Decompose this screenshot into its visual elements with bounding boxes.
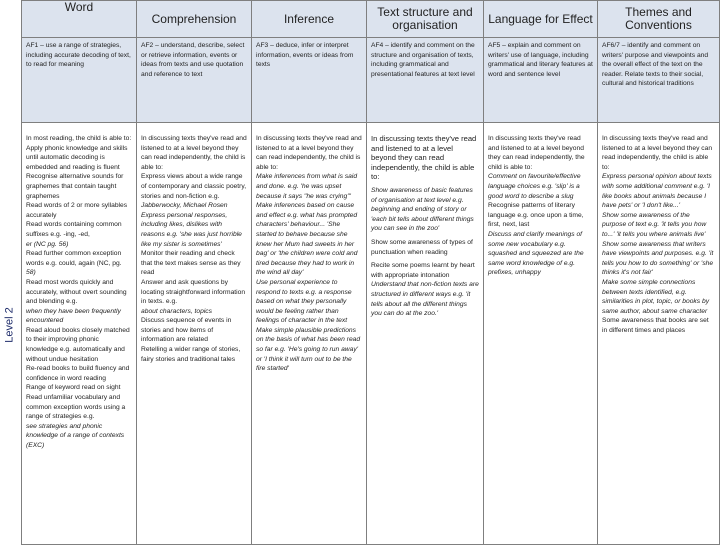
header-language-for-effect: Language for Effect xyxy=(484,1,598,38)
criterion-line: Make some simple connections between texts identified, e.g. similarities in plot, topic, or books by same author, about same character xyxy=(602,278,710,315)
criterion-line: Range of keyword read on sight xyxy=(26,384,121,392)
objective-text: AF5 – explain and comment on writers' use of language, including grammatical and literary features at word and sentence level xyxy=(488,42,593,78)
level2-cell xyxy=(137,123,252,545)
objective-text: AF6/7 – identify and comment on writers' purpose and viewpoints and the overall effect of the text on the reader. Relate texts to their social, cultural and historical traditions xyxy=(602,42,709,88)
criterion-line: In discussing texts they've read and listened to at a level beyond they can read independently, the child is able to: xyxy=(141,135,247,171)
criterion-line: Read further common exception words e.g. could, again (NC, pg. xyxy=(26,250,122,267)
criterion-line: er (NC pg. 56) xyxy=(26,240,69,248)
criterion-line: Show some awareness that writers have viewpoints and purposes. e.g. 'it tells you how to do something' or 'she thinks it's not fair' xyxy=(602,240,714,277)
criterion-line: Some awareness that books are set in different times and places xyxy=(602,317,709,334)
criterion-line: Discuss sequence of events in stories and how items of information are related xyxy=(141,317,232,344)
criterion-line: In discussing texts they've read and listened to at a level beyond they can read independently, the child is able to: xyxy=(256,135,362,171)
criterion-line: about characters, topics xyxy=(141,307,212,315)
objective-text: AF2 – understand, describe, select or retrieve information, events or ideas from texts and use quotation and reference to text xyxy=(141,42,245,78)
criterion-line: Read aloud books closely matched to their improving phonic knowledge e.g. automatically and without undue hesitation xyxy=(26,326,130,363)
criterion-line: Make inferences from what is said and done. e.g. 'he was upset because it says "he was crying"' xyxy=(256,173,358,200)
assessment-grid xyxy=(21,0,720,545)
objectives-row xyxy=(22,38,720,123)
level-2-row xyxy=(22,123,720,545)
level-2-label xyxy=(0,110,20,540)
criterion-line: Answer and ask questions by locating straightforward information in texts. e.g. xyxy=(141,278,246,306)
criterion-line: Read words of 2 or more syllables accurately xyxy=(26,202,128,219)
objective-cell xyxy=(252,38,367,123)
criterion-line: Use personal experience to respond to texts e.g. a response based on what they personally would be feeling rather than feelings of character in the text xyxy=(256,278,352,325)
criterion-line: In discussing texts they've read and listened to at a level beyond they can read independently, the child is able to: xyxy=(602,135,713,171)
criterion-line: Show some awareness of the purpose of text e.g. 'it tells you how to...' 'it tells you where animals live' xyxy=(602,211,707,238)
level2-cell xyxy=(484,123,598,545)
objective-cell xyxy=(137,38,252,123)
criterion-line: Recite some poems learnt by heart with appropriate intonation xyxy=(371,262,475,279)
criterion-line: Recognise patterns of literary language e.g. once upon a time, first, next, last xyxy=(488,202,584,229)
criterion-line: Make simple plausible predictions on the basis of what has been read so far e.g. 'He's going to run away' or 'I think it will turn out to be the fire started' xyxy=(256,326,361,373)
criterion-line: Apply phonic knowledge and skills until automatic decoding is embedded and reading is fluent xyxy=(26,144,128,171)
objective-cell xyxy=(367,38,484,123)
criterion-line: Re-read books to build fluency and confidence in word reading xyxy=(26,365,130,382)
criterion-line: Express personal responses, including likes, dislikes with reasons e.g. 'she was just horrible like my sister is sometimes' xyxy=(141,211,242,248)
objective-cell xyxy=(22,38,137,123)
criterion-line: 58) xyxy=(26,269,36,277)
criterion-line: Read words containing common suffixes e.g. -ing, -ed, xyxy=(26,221,122,238)
criterion-line: In discussing texts they've read and listened to at a level beyond they can read independently, the child is able to: xyxy=(488,135,585,171)
criterion-line: Read unfamiliar vocabulary and common exception words using a range of strategies e.g. xyxy=(26,394,126,421)
criterion-line: see strategies and phonic knowledge of a range of contexts (EXC) xyxy=(26,422,125,449)
criterion-line: Monitor their reading and check that the text makes sense as they read xyxy=(141,250,241,277)
objective-cell xyxy=(484,38,598,123)
criterion-line: Retelling a wider range of stories, fairy stories and traditional tales xyxy=(141,346,241,363)
criterion-line: Read most words quickly and accurately, without overt sounding and blending e.g. xyxy=(26,278,127,306)
level2-cell xyxy=(598,123,720,545)
header-word: Word xyxy=(22,1,137,38)
criterion-line: In most reading, the child is able to: xyxy=(26,135,132,142)
criterion-line: Comment on favourite/effective language choices e.g. 'slip' is a good word to describe a slug xyxy=(488,173,581,200)
header-themes-conventions: Themes and Conventions xyxy=(598,1,720,38)
criterion-line: Express views about a wide range of contemporary and classic poetry, stories and non-fiction e.g. xyxy=(141,173,247,200)
header-text-structure: Text structure and organisation xyxy=(367,1,484,38)
criterion-line: Recognise alternative sounds for graphemes that contain taught graphemes xyxy=(26,173,124,200)
criterion-line: Express personal opinion about texts with some additional comment e.g. 'I like books about animals because I have pets' or 'I don't like...' xyxy=(602,173,712,210)
objective-text: AF4 – identify and comment on the structure and organisation of texts, including grammatical and presentational features at text level xyxy=(371,42,475,78)
criterion-line: when they have been frequently encountered xyxy=(26,307,121,325)
criterion-line: Understand that non-fiction texts are structured in different ways e.g. 'it tells about all the different things you can do at the zoo.' xyxy=(371,281,479,318)
header-inference: Inference xyxy=(252,1,367,38)
level2-cell xyxy=(367,123,484,545)
objective-cell xyxy=(598,38,720,123)
objective-text: AF1 – use a range of strategies, including accurate decoding of text, to read for meaning xyxy=(26,42,131,69)
criterion-line: Jabberwocky, Michael Rosen xyxy=(141,202,228,210)
header-row xyxy=(22,1,720,38)
objective-text: AF3 – deduce, infer or interpret information, events or ideas from texts xyxy=(256,42,354,69)
criterion-line: Show some awareness of types of punctuation when reading xyxy=(371,238,473,256)
level-label-text: Level 2 xyxy=(4,307,17,343)
level2-cell xyxy=(252,123,367,545)
criterion-line: Show awareness of basic features of organisation at text level e.g. beginning and ending of story or 'each bit tells about different things you can see in the zoo' xyxy=(371,186,474,233)
level2-cell xyxy=(22,123,137,545)
criterion-line: In discussing texts they've read and listened to at a level beyond they can read independently, the child is able to: xyxy=(371,134,477,182)
criterion-line: Make inferences based on cause and effect e.g. what has prompted characters' behaviour... 'She started to behave because she knew her Mum had sweets in her bag' or 'the children were cold and tired because they had to work in the wind all day' xyxy=(256,202,358,277)
header-comprehension: Comprehension xyxy=(137,1,252,38)
criterion-line: Discuss and clarify meanings of some new vocabulary e.g. squashed and squeezed are the same word knowledge of e.g. prefixes, unhappy xyxy=(488,230,584,277)
